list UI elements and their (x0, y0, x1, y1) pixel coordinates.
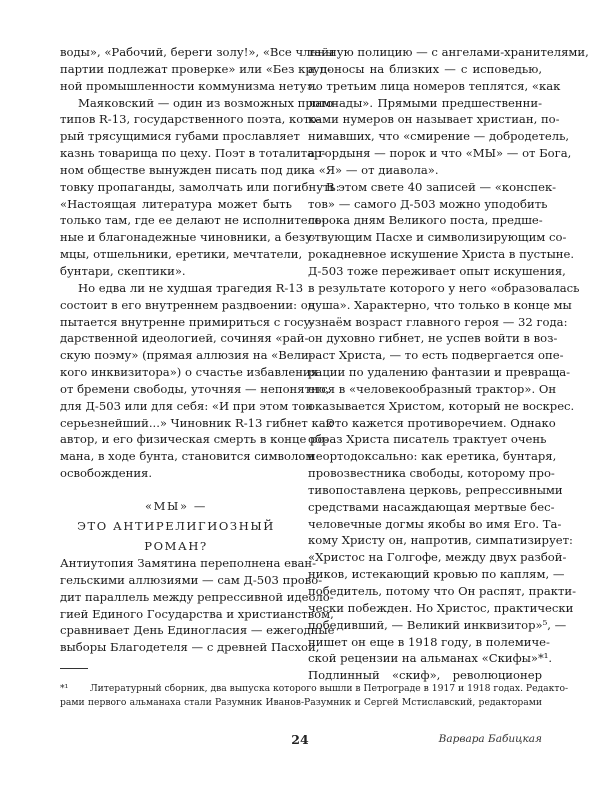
heading-line: РОМАН? (144, 539, 208, 553)
text-line: дит параллель между репрессивной идеоло- (60, 589, 334, 604)
text-line: от бремени свободы, уточняя — непонятно, (60, 381, 330, 396)
text-line: автор, и его физическая смерть в конце ро- (60, 432, 329, 447)
text-line: ной промышленности коммунизма нету». (60, 78, 318, 93)
text-line: сорока дням Великого поста, предше- (308, 213, 543, 228)
text-line: бунтари, скептики». (60, 263, 186, 278)
text-line: ками нумеров он называет христиан, по- (308, 112, 560, 127)
running-author: Варвара Бабицкая (438, 733, 542, 745)
text-line: освобождения. (60, 466, 153, 481)
text-line: нимавших, что «смирение — добродетель, (308, 129, 570, 144)
text-line: гельскими аллюзиями — сам Д-503 прово- (60, 572, 323, 587)
text-line: тивопоставлена церковь, репрессивными (308, 482, 563, 497)
left-column (60, 44, 340, 482)
text-line: раст Христа, — то есть подвергается опе- (308, 348, 564, 363)
text-line: чески побежден. Но Христос, практически (308, 600, 574, 615)
text-line: а «Я» — от диавола». (308, 162, 439, 177)
text-line: воды», «Рабочий, береги золу!», «Все члены (60, 45, 335, 59)
text-line: Но едва ли не худшая трагедия R-13 (78, 280, 304, 295)
left-column-bottom (60, 555, 335, 656)
text-line: узнаём возраст главного героя — 32 года: (308, 314, 568, 329)
text-line: состоит в его внутреннем раздвоении: он (60, 297, 316, 312)
text-line: в результате которого у него «образовалась (308, 280, 580, 295)
heading-line: ЭТО АНТИРЕЛИГИОЗНЫЙ (77, 519, 275, 533)
footnote (60, 682, 569, 709)
text-line: дарственной идеологией, сочиняя «рай- (60, 331, 309, 346)
text-line: Маяковский — один из возможных прото- (78, 95, 338, 110)
text-line: серьезнейший...» Чиновник R-13 гибнет как (60, 415, 333, 430)
text-line: для Д-503 или для себя: «И при этом тон (60, 398, 314, 413)
text-line: а гордыня — порок и что «МЫ» — от Бога, (308, 146, 572, 161)
text-line: «Христос на Голгофе, между двух разбой- (308, 550, 567, 565)
text-line: Антиутопия Замятина переполнена еван- (60, 556, 317, 570)
text-line: партии подлежат проверке» или «Без круп- (60, 61, 332, 76)
footnote-line: рами первого альманаха стали Разумник Иванов-Разумник и Сергей Мстиславский, редакторами (60, 696, 542, 708)
text-line: сравнивает День Единогласия — ежегодные (60, 623, 335, 638)
text-line: ные и благонадежные чиновники, а безу- (60, 230, 316, 245)
text-line: ников, истекающий кровью по каплям, — (308, 567, 565, 582)
text-line: оказывается Христом, который не воскрес. (308, 398, 575, 413)
text-line: скую поэму» (прямая аллюзия на «Вели- (60, 348, 313, 363)
text-line: средствами насаждающая мертвые бес- (308, 499, 555, 514)
footnote-line: Литературный сборник, два выпуска которого вышли в Петрограде в 1917 и 1918 годах. Редакто- (90, 683, 569, 694)
text-line: лампады». Прямыми предшественни- (308, 95, 542, 110)
text-line: человечные догмы якобы во имя Его. Та- (308, 516, 562, 531)
text-line: Подлинный «скиф», революционер (308, 668, 542, 683)
text-line: ской рецензии на альманах «Скифы»*¹. (308, 651, 553, 666)
text-line: пишет он еще в 1918 году, в полемиче- (308, 634, 550, 649)
text-line: Это кажется противоречием. Однако (326, 415, 556, 430)
text-line: тов» — самого Д-503 можно уподобить (308, 196, 548, 211)
text-line: неортодоксально: как еретика, бунтаря, (308, 449, 557, 464)
right-column (308, 44, 589, 684)
text-line: тайную полицию — с ангелами-хранителями, (308, 45, 589, 59)
text-line: кого инквизитора») о счастье избавления (60, 365, 318, 380)
footnote-marker: *¹ (60, 683, 69, 694)
text-line: победивший, — Великий инквизитор»⁵, — (308, 617, 567, 632)
text-line: провозвестника свободы, которому про- (308, 466, 555, 481)
text-line: мцы, отшельники, еретики, мечтатели, (60, 247, 303, 262)
text-line: гией Единого Государства и христианством, (60, 606, 334, 621)
text-line: казнь товарища по цеху. Поэт в тоталитар- (60, 146, 326, 161)
text-line: Д-503 тоже переживает опыт искушения, (308, 263, 566, 278)
footnote-rule (60, 668, 88, 669)
text-line: победитель, потому что Он распят, практи- (308, 584, 577, 598)
page-number: 24 (291, 732, 309, 747)
heading-line: «МЫ» — (145, 499, 207, 513)
text-line: «Настоящая литература может быть (60, 196, 292, 211)
text-line: только там, где ее делают не исполнитель- (60, 213, 326, 228)
text-line: образ Христа писатель трактует очень (308, 432, 547, 447)
text-line: пытается внутренне примириться с госу- (60, 314, 315, 329)
text-line: ствующим Пасхе и символизирующим со- (308, 230, 567, 245)
text-line: а доносы на близких — с исповедью, (308, 61, 542, 76)
text-line: типов R-13, государственного поэта, кото- (60, 112, 321, 127)
text-line: рокадневное искушение Христа в пустыне. (308, 247, 575, 262)
text-line: товку пропаганды, замолчать или погибнуть: (60, 179, 340, 194)
text-line: по третьим лица номеров теплятся, «как (308, 78, 561, 93)
text-line: В этом свете 40 записей — «конспек- (326, 179, 557, 194)
text-line: кому Христу он, напротив, симпатизирует: (308, 533, 573, 548)
text-line: душа». Характерно, что только в конце мы (308, 297, 572, 312)
text-line: ном обществе вынужден писать под дик- (60, 162, 313, 177)
text-line: ется в «человекообразный трактор». Он (308, 381, 557, 396)
text-line: он духовно гибнет, не успев войти в воз- (308, 331, 558, 346)
text-line: мана, в ходе бунта, становится символом (60, 449, 315, 464)
text-line: выборы Благодетеля — с древней Пасхой, (60, 640, 320, 655)
text-line: рации по удалению фантазии и превраща- (308, 365, 571, 380)
section-heading (60, 496, 292, 556)
text-line: рый трясущимися губами прославляет (60, 129, 300, 144)
